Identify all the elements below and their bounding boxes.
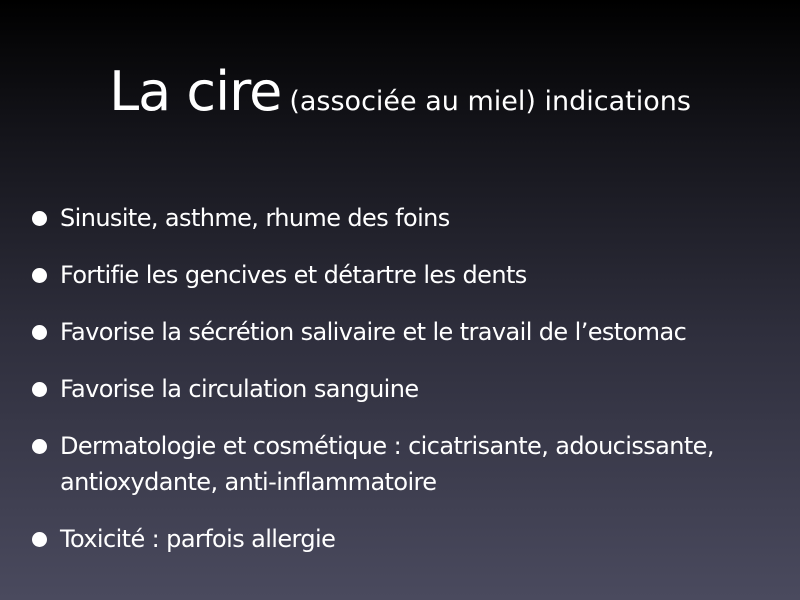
bullet-item-sinusite [30,200,780,236]
bullet-dot-icon [32,382,47,397]
slide-title-subtitle: (associée au miel) indications [289,86,691,117]
bullet-item-salivaire [30,314,780,350]
bullet-item-circulation [30,371,780,407]
bullet-dot-icon [32,211,47,226]
bullet-text: Favorise la circulation sanguine [60,375,419,403]
bullet-list [30,200,780,557]
bullet-text: Dermatologie et cosmétique : cicatrisante, adoucissante, antioxydante, anti-inflammatoire [60,432,714,496]
bullet-dot-icon [32,268,47,283]
bullet-text: Fortifie les gencives et détartre les dents [60,261,527,289]
bullet-item-dermatologie [30,428,780,500]
slide-title [0,60,800,125]
bullet-text: Toxicité : parfois allergie [60,525,336,553]
bullet-item-gencives [30,257,780,293]
bullet-dot-icon [32,439,47,454]
bullet-text: Sinusite, asthme, rhume des foins [60,204,450,232]
bullet-dot-icon [32,325,47,340]
bullet-item-toxicite [30,521,780,557]
slide-title-main: La cire [109,60,282,123]
bullet-text: Favorise la sécrétion salivaire et le travail de l’estomac [60,318,687,346]
bullet-dot-icon [32,532,47,547]
